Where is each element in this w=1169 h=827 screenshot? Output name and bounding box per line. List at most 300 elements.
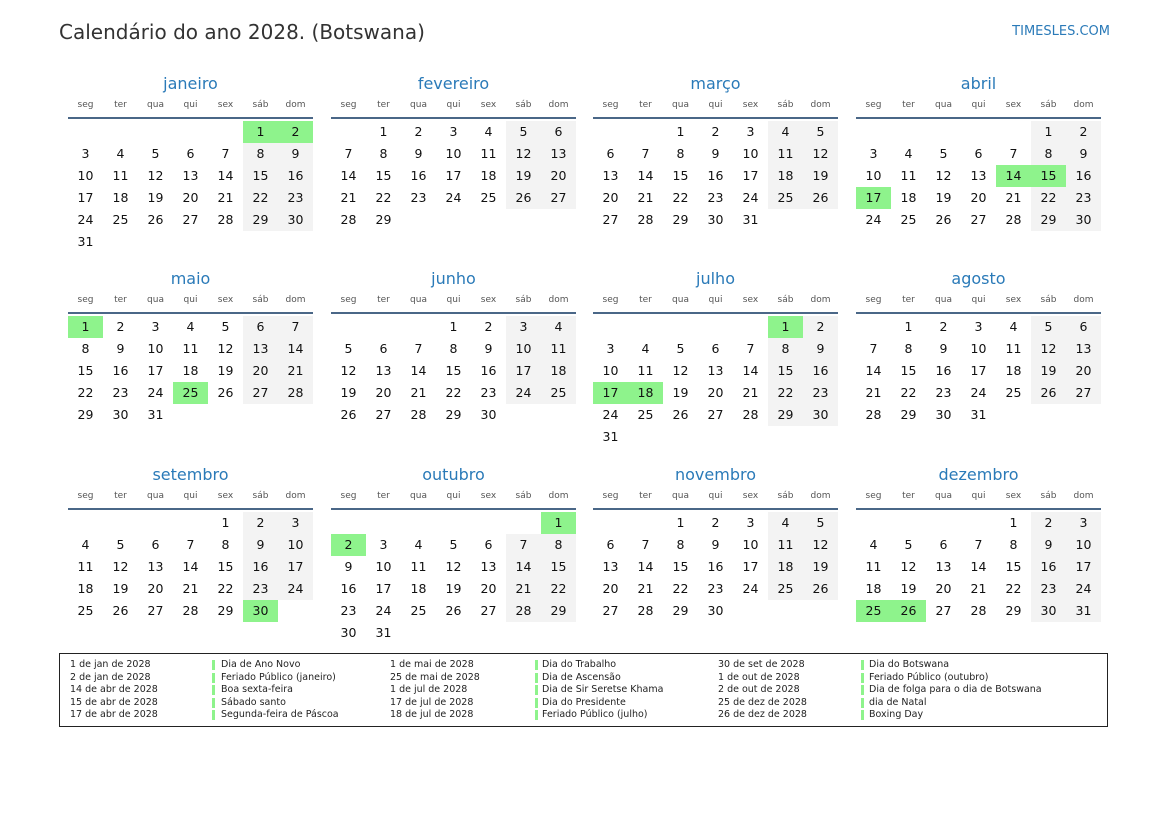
day-cell[interactable]: 5 [449, 537, 458, 552]
day-cell[interactable]: 14 [410, 363, 427, 378]
day-cell[interactable]: 21 [970, 581, 987, 596]
day-cell[interactable]: 9 [484, 341, 493, 356]
day-cell[interactable]: 16 [112, 363, 129, 378]
day-cell[interactable]: 3 [151, 319, 160, 334]
day-cell[interactable]: 14 [217, 168, 234, 183]
day-cell[interactable]: 3 [379, 537, 388, 552]
day-cell[interactable]: 27 [147, 603, 164, 618]
day-cell[interactable]: 7 [414, 341, 423, 356]
day-cell[interactable]: 23 [707, 190, 724, 205]
day-cell[interactable]: 22 [243, 187, 278, 209]
day-cell[interactable]: 26 [935, 212, 952, 227]
day-cell[interactable]: 20 [375, 385, 392, 400]
day-cell[interactable]: 6 [379, 341, 388, 356]
day-cell[interactable]: 30 [803, 404, 838, 426]
day-cell[interactable]: 21 [637, 581, 654, 596]
day-cell[interactable]: 12 [935, 168, 952, 183]
day-cell[interactable]: 29 [1031, 209, 1066, 231]
day-cell[interactable]: 3 [81, 146, 90, 161]
day-cell[interactable]: 25 [77, 603, 94, 618]
day-cell[interactable]: 22 [541, 578, 576, 600]
day-cell[interactable]: 29 [243, 209, 278, 231]
day-cell[interactable]: 8 [768, 338, 803, 360]
day-cell[interactable]: 15 [375, 168, 392, 183]
day-cell[interactable]: 29 [445, 407, 462, 422]
day-cell[interactable]: 15 [217, 559, 234, 574]
day-cell[interactable]: 15 [445, 363, 462, 378]
day-cell[interactable]: 11 [112, 168, 129, 183]
day-cell[interactable]: 14 [637, 559, 654, 574]
day-cell[interactable]: 3 [869, 146, 878, 161]
day-cell[interactable]: 5 [116, 537, 125, 552]
day-cell[interactable]: 26 [672, 407, 689, 422]
day-cell[interactable]: 26 [147, 212, 164, 227]
day-cell[interactable]: 2 [711, 515, 720, 530]
day-cell[interactable]: 11 [637, 363, 654, 378]
day-cell[interactable]: 24 [375, 603, 392, 618]
day-cell[interactable]: 31 [1066, 600, 1101, 622]
day-cell[interactable]: 10 [742, 146, 759, 161]
day-cell[interactable]: 30 [707, 603, 724, 618]
day-cell[interactable]: 11 [865, 559, 882, 574]
day-cell[interactable]: 15 [1005, 559, 1022, 574]
day-cell[interactable]: 26 [803, 187, 838, 209]
day-cell[interactable]: 19 [506, 165, 541, 187]
day-cell[interactable]: 14 [742, 363, 759, 378]
day-cell[interactable]: 28 [217, 212, 234, 227]
day-cell[interactable]: 1 [1009, 515, 1018, 530]
day-cell[interactable]: 6 [541, 121, 576, 143]
day-cell[interactable]: 31 [970, 407, 987, 422]
day-cell[interactable]: 23 [112, 385, 129, 400]
day-cell[interactable]: 18 [900, 190, 917, 205]
day-cell[interactable]: 30 [1066, 209, 1101, 231]
day-cell[interactable]: 27 [970, 212, 987, 227]
day-cell[interactable]: 29 [672, 212, 689, 227]
day-cell[interactable]: 18 [768, 165, 803, 187]
day-cell[interactable]: 12 [217, 341, 234, 356]
day-cell[interactable]: 13 [480, 559, 497, 574]
day-cell[interactable]: 12 [340, 363, 357, 378]
day-cell[interactable]: 28 [506, 600, 541, 622]
day-cell[interactable]: 10 [77, 168, 94, 183]
day-cell[interactable]: 15 [768, 360, 803, 382]
day-cell[interactable]: 24 [506, 382, 541, 404]
day-cell[interactable]: 18 [480, 168, 497, 183]
day-cell[interactable]: 8 [676, 537, 685, 552]
day-cell[interactable]: 13 [182, 168, 199, 183]
day-cell[interactable]: 4 [641, 341, 650, 356]
day-cell[interactable]: 28 [742, 407, 759, 422]
day-cell[interactable]: 18 [112, 190, 129, 205]
day-cell[interactable]: 19 [900, 581, 917, 596]
day-cell[interactable]: 22 [900, 385, 917, 400]
day-cell[interactable]: 10 [602, 363, 619, 378]
day-cell[interactable]: 25 [480, 190, 497, 205]
day-cell[interactable]: 11 [900, 168, 917, 183]
day-cell[interactable]: 25 [768, 578, 803, 600]
day-cell[interactable]: 28 [278, 382, 313, 404]
day-cell[interactable]: 24 [865, 212, 882, 227]
day-cell[interactable]: 16 [1066, 165, 1101, 187]
day-cell[interactable]: 6 [974, 146, 983, 161]
day-cell[interactable]: 17 [77, 190, 94, 205]
day-cell[interactable]: 29 [541, 600, 576, 622]
day-cell[interactable]: 2 [939, 319, 948, 334]
day-cell[interactable]: 1 [1031, 121, 1066, 143]
day-cell[interactable]: 13 [707, 363, 724, 378]
day-cell[interactable]: 9 [243, 534, 278, 556]
day-cell[interactable]: 22 [672, 190, 689, 205]
day-cell[interactable]: 23 [243, 578, 278, 600]
day-cell[interactable]: 25 [768, 187, 803, 209]
holiday-day-cell[interactable]: 1 [768, 316, 803, 338]
day-cell[interactable]: 4 [414, 537, 423, 552]
day-cell[interactable]: 28 [410, 407, 427, 422]
day-cell[interactable]: 11 [768, 143, 803, 165]
holiday-day-cell[interactable]: 15 [1031, 165, 1066, 187]
day-cell[interactable]: 27 [935, 603, 952, 618]
holiday-day-cell[interactable]: 2 [331, 534, 366, 556]
day-cell[interactable]: 4 [1009, 319, 1018, 334]
day-cell[interactable]: 24 [445, 190, 462, 205]
day-cell[interactable]: 3 [606, 341, 615, 356]
day-cell[interactable]: 9 [711, 537, 720, 552]
holiday-day-cell[interactable]: 30 [243, 600, 278, 622]
day-cell[interactable]: 10 [445, 146, 462, 161]
day-cell[interactable]: 13 [243, 338, 278, 360]
day-cell[interactable]: 20 [707, 385, 724, 400]
holiday-day-cell[interactable]: 1 [243, 121, 278, 143]
day-cell[interactable]: 4 [541, 316, 576, 338]
day-cell[interactable]: 8 [676, 146, 685, 161]
day-cell[interactable]: 30 [935, 407, 952, 422]
holiday-day-cell[interactable]: 1 [541, 512, 576, 534]
day-cell[interactable]: 2 [1031, 512, 1066, 534]
day-cell[interactable]: 29 [375, 212, 392, 227]
day-cell[interactable]: 28 [970, 603, 987, 618]
day-cell[interactable]: 22 [217, 581, 234, 596]
day-cell[interactable]: 8 [1031, 143, 1066, 165]
day-cell[interactable]: 26 [217, 385, 234, 400]
day-cell[interactable]: 5 [676, 341, 685, 356]
day-cell[interactable]: 29 [900, 407, 917, 422]
day-cell[interactable]: 11 [410, 559, 427, 574]
day-cell[interactable]: 10 [147, 341, 164, 356]
day-cell[interactable]: 16 [410, 168, 427, 183]
day-cell[interactable]: 31 [375, 625, 392, 640]
day-cell[interactable]: 2 [414, 124, 423, 139]
holiday-day-cell[interactable]: 25 [856, 600, 891, 622]
day-cell[interactable]: 13 [602, 168, 619, 183]
day-cell[interactable]: 24 [970, 385, 987, 400]
day-cell[interactable]: 18 [182, 363, 199, 378]
day-cell[interactable]: 26 [445, 603, 462, 618]
holiday-day-cell[interactable]: 26 [891, 600, 926, 622]
day-cell[interactable]: 17 [147, 363, 164, 378]
day-cell[interactable]: 12 [672, 363, 689, 378]
day-cell[interactable]: 27 [480, 603, 497, 618]
day-cell[interactable]: 28 [1005, 212, 1022, 227]
day-cell[interactable]: 25 [410, 603, 427, 618]
day-cell[interactable]: 16 [1031, 556, 1066, 578]
day-cell[interactable]: 7 [221, 146, 230, 161]
day-cell[interactable]: 10 [278, 534, 313, 556]
day-cell[interactable]: 6 [186, 146, 195, 161]
day-cell[interactable]: 10 [970, 341, 987, 356]
day-cell[interactable]: 19 [217, 363, 234, 378]
day-cell[interactable]: 20 [243, 360, 278, 382]
day-cell[interactable]: 13 [602, 559, 619, 574]
day-cell[interactable]: 6 [1066, 316, 1101, 338]
day-cell[interactable]: 5 [1031, 316, 1066, 338]
day-cell[interactable]: 6 [606, 146, 615, 161]
day-cell[interactable]: 20 [935, 581, 952, 596]
day-cell[interactable]: 28 [637, 212, 654, 227]
day-cell[interactable]: 8 [379, 146, 388, 161]
day-cell[interactable]: 3 [746, 515, 755, 530]
day-cell[interactable]: 16 [340, 581, 357, 596]
day-cell[interactable]: 17 [1066, 556, 1101, 578]
day-cell[interactable]: 7 [506, 534, 541, 556]
day-cell[interactable]: 16 [480, 363, 497, 378]
day-cell[interactable]: 24 [742, 190, 759, 205]
day-cell[interactable]: 19 [112, 581, 129, 596]
day-cell[interactable]: 28 [865, 407, 882, 422]
day-cell[interactable]: 3 [449, 124, 458, 139]
day-cell[interactable]: 22 [1031, 187, 1066, 209]
day-cell[interactable]: 8 [243, 143, 278, 165]
day-cell[interactable]: 8 [81, 341, 90, 356]
day-cell[interactable]: 7 [746, 341, 755, 356]
day-cell[interactable]: 10 [375, 559, 392, 574]
day-cell[interactable]: 11 [1005, 341, 1022, 356]
day-cell[interactable]: 13 [375, 363, 392, 378]
day-cell[interactable]: 22 [375, 190, 392, 205]
day-cell[interactable]: 29 [77, 407, 94, 422]
day-cell[interactable]: 22 [768, 382, 803, 404]
day-cell[interactable]: 30 [480, 407, 497, 422]
holiday-day-cell[interactable]: 18 [628, 382, 663, 404]
day-cell[interactable]: 11 [768, 534, 803, 556]
day-cell[interactable]: 4 [869, 537, 878, 552]
day-cell[interactable]: 23 [340, 603, 357, 618]
day-cell[interactable]: 2 [484, 319, 493, 334]
day-cell[interactable]: 24 [278, 578, 313, 600]
day-cell[interactable]: 15 [243, 165, 278, 187]
holiday-day-cell[interactable]: 14 [996, 165, 1031, 187]
day-cell[interactable]: 20 [147, 581, 164, 596]
day-cell[interactable]: 15 [77, 363, 94, 378]
day-cell[interactable]: 28 [182, 603, 199, 618]
day-cell[interactable]: 11 [480, 146, 497, 161]
day-cell[interactable]: 21 [1005, 190, 1022, 205]
day-cell[interactable]: 3 [746, 124, 755, 139]
day-cell[interactable]: 27 [375, 407, 392, 422]
day-cell[interactable]: 6 [939, 537, 948, 552]
day-cell[interactable]: 30 [112, 407, 129, 422]
day-cell[interactable]: 21 [865, 385, 882, 400]
day-cell[interactable]: 9 [1066, 143, 1101, 165]
day-cell[interactable]: 10 [506, 338, 541, 360]
day-cell[interactable]: 3 [1066, 512, 1101, 534]
day-cell[interactable]: 4 [904, 146, 913, 161]
day-cell[interactable]: 12 [506, 143, 541, 165]
day-cell[interactable]: 25 [112, 212, 129, 227]
day-cell[interactable]: 26 [506, 187, 541, 209]
day-cell[interactable]: 14 [865, 363, 882, 378]
day-cell[interactable]: 21 [217, 190, 234, 205]
day-cell[interactable]: 23 [1066, 187, 1101, 209]
day-cell[interactable]: 15 [672, 168, 689, 183]
day-cell[interactable]: 29 [1005, 603, 1022, 618]
holiday-day-cell[interactable]: 1 [68, 316, 103, 338]
day-cell[interactable]: 15 [672, 559, 689, 574]
day-cell[interactable]: 25 [541, 382, 576, 404]
day-cell[interactable]: 9 [414, 146, 423, 161]
day-cell[interactable]: 13 [1066, 338, 1101, 360]
day-cell[interactable]: 30 [340, 625, 357, 640]
day-cell[interactable]: 4 [768, 121, 803, 143]
day-cell[interactable]: 20 [480, 581, 497, 596]
holiday-day-cell[interactable]: 25 [173, 382, 208, 404]
day-cell[interactable]: 7 [344, 146, 353, 161]
holiday-day-cell[interactable]: 2 [278, 121, 313, 143]
day-cell[interactable]: 29 [672, 603, 689, 618]
day-cell[interactable]: 4 [116, 146, 125, 161]
day-cell[interactable]: 19 [672, 385, 689, 400]
day-cell[interactable]: 18 [410, 581, 427, 596]
day-cell[interactable]: 26 [1031, 382, 1066, 404]
day-cell[interactable]: 5 [151, 146, 160, 161]
day-cell[interactable]: 14 [970, 559, 987, 574]
day-cell[interactable]: 20 [970, 190, 987, 205]
holiday-day-cell[interactable]: 17 [856, 187, 891, 209]
day-cell[interactable]: 9 [278, 143, 313, 165]
day-cell[interactable]: 4 [186, 319, 195, 334]
day-cell[interactable]: 17 [742, 168, 759, 183]
day-cell[interactable]: 7 [641, 537, 650, 552]
day-cell[interactable]: 7 [974, 537, 983, 552]
day-cell[interactable]: 3 [278, 512, 313, 534]
day-cell[interactable]: 1 [449, 319, 458, 334]
day-cell[interactable]: 30 [707, 212, 724, 227]
day-cell[interactable]: 16 [803, 360, 838, 382]
day-cell[interactable]: 27 [602, 212, 619, 227]
day-cell[interactable]: 12 [112, 559, 129, 574]
day-cell[interactable]: 9 [939, 341, 948, 356]
day-cell[interactable]: 23 [410, 190, 427, 205]
day-cell[interactable]: 6 [151, 537, 160, 552]
holiday-day-cell[interactable]: 17 [593, 382, 628, 404]
day-cell[interactable]: 23 [1031, 578, 1066, 600]
day-cell[interactable]: 26 [340, 407, 357, 422]
day-cell[interactable]: 13 [147, 559, 164, 574]
day-cell[interactable]: 21 [182, 581, 199, 596]
day-cell[interactable]: 2 [243, 512, 278, 534]
day-cell[interactable]: 18 [77, 581, 94, 596]
day-cell[interactable]: 23 [803, 382, 838, 404]
day-cell[interactable]: 8 [1009, 537, 1018, 552]
day-cell[interactable]: 19 [803, 165, 838, 187]
day-cell[interactable]: 8 [449, 341, 458, 356]
day-cell[interactable]: 22 [1005, 581, 1022, 596]
day-cell[interactable]: 21 [278, 360, 313, 382]
day-cell[interactable]: 9 [803, 338, 838, 360]
day-cell[interactable]: 12 [803, 143, 838, 165]
day-cell[interactable]: 21 [742, 385, 759, 400]
day-cell[interactable]: 5 [803, 512, 838, 534]
day-cell[interactable]: 8 [221, 537, 230, 552]
day-cell[interactable]: 21 [340, 190, 357, 205]
day-cell[interactable]: 21 [637, 190, 654, 205]
day-cell[interactable]: 1 [904, 319, 913, 334]
day-cell[interactable]: 12 [1031, 338, 1066, 360]
day-cell[interactable]: 20 [182, 190, 199, 205]
day-cell[interactable]: 19 [445, 581, 462, 596]
day-cell[interactable]: 16 [278, 165, 313, 187]
day-cell[interactable]: 5 [939, 146, 948, 161]
day-cell[interactable]: 13 [935, 559, 952, 574]
day-cell[interactable]: 30 [278, 209, 313, 231]
day-cell[interactable]: 27 [243, 382, 278, 404]
day-cell[interactable]: 15 [541, 556, 576, 578]
day-cell[interactable]: 16 [243, 556, 278, 578]
day-cell[interactable]: 17 [742, 559, 759, 574]
day-cell[interactable]: 19 [803, 556, 838, 578]
day-cell[interactable]: 19 [935, 190, 952, 205]
day-cell[interactable]: 23 [935, 385, 952, 400]
day-cell[interactable]: 12 [900, 559, 917, 574]
day-cell[interactable]: 29 [768, 404, 803, 426]
day-cell[interactable]: 19 [1031, 360, 1066, 382]
day-cell[interactable]: 12 [147, 168, 164, 183]
day-cell[interactable]: 27 [182, 212, 199, 227]
day-cell[interactable]: 4 [81, 537, 90, 552]
day-cell[interactable]: 2 [116, 319, 125, 334]
day-cell[interactable]: 24 [742, 581, 759, 596]
brand-link[interactable]: TIMESLES.COM [1012, 24, 1110, 39]
day-cell[interactable]: 3 [506, 316, 541, 338]
day-cell[interactable]: 11 [77, 559, 94, 574]
day-cell[interactable]: 4 [768, 512, 803, 534]
day-cell[interactable]: 11 [182, 341, 199, 356]
day-cell[interactable]: 2 [803, 316, 838, 338]
day-cell[interactable]: 10 [742, 537, 759, 552]
day-cell[interactable]: 9 [116, 341, 125, 356]
day-cell[interactable]: 14 [182, 559, 199, 574]
day-cell[interactable]: 4 [484, 124, 493, 139]
day-cell[interactable]: 29 [217, 603, 234, 618]
day-cell[interactable]: 6 [606, 537, 615, 552]
day-cell[interactable]: 28 [340, 212, 357, 227]
day-cell[interactable]: 17 [445, 168, 462, 183]
day-cell[interactable]: 18 [865, 581, 882, 596]
day-cell[interactable]: 18 [768, 556, 803, 578]
day-cell[interactable]: 5 [904, 537, 913, 552]
day-cell[interactable]: 24 [77, 212, 94, 227]
day-cell[interactable]: 7 [186, 537, 195, 552]
day-cell[interactable]: 14 [340, 168, 357, 183]
day-cell[interactable]: 9 [711, 146, 720, 161]
day-cell[interactable]: 16 [707, 168, 724, 183]
day-cell[interactable]: 1 [676, 515, 685, 530]
day-cell[interactable]: 13 [970, 168, 987, 183]
day-cell[interactable]: 27 [602, 603, 619, 618]
day-cell[interactable]: 7 [869, 341, 878, 356]
day-cell[interactable]: 11 [541, 338, 576, 360]
day-cell[interactable]: 14 [637, 168, 654, 183]
